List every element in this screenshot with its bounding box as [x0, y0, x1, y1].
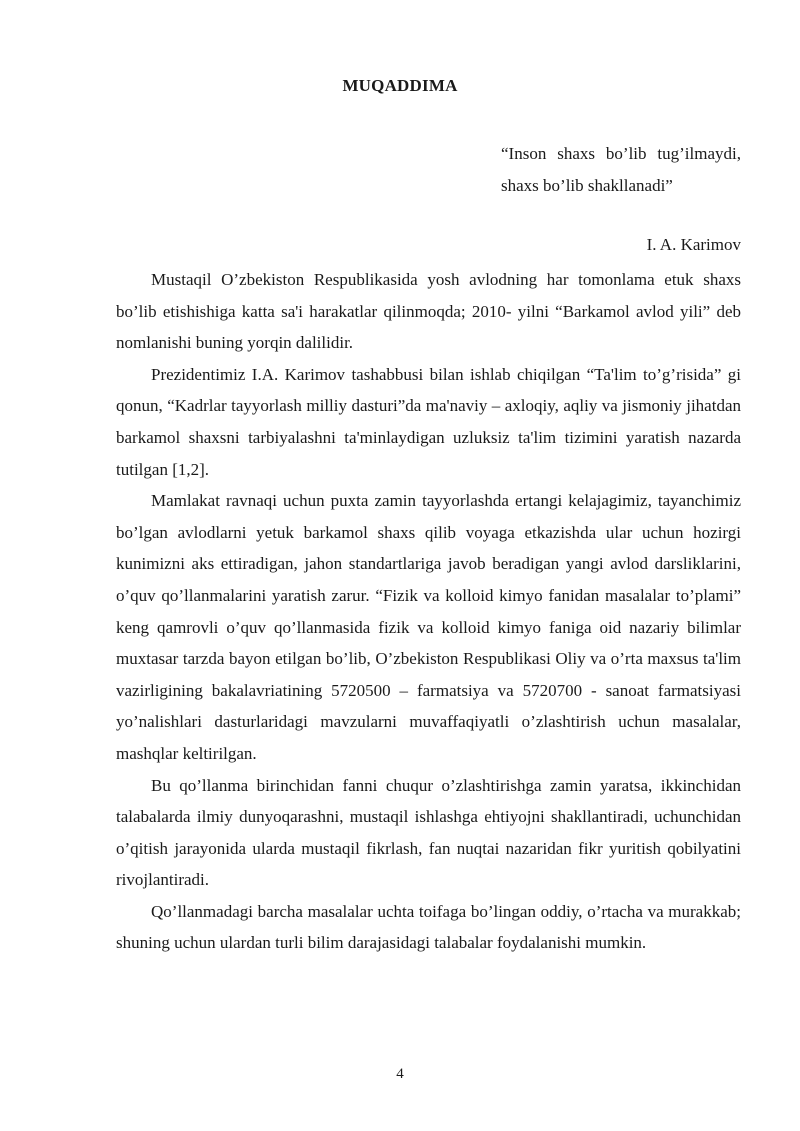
paragraph: Mamlakat ravnaqi uchun puxta zamin tayyorlashda ertangi kelajagimiz, tayanchimiz bo’lgan avlodlarni yetuk barkamol shaxs qilib voyaga etkazishda ular uchun hozirgi kunimizni aks ettiradigan, jahon standartlariga javob beradigan yangi avlod darsliklarini, o’quv qo’llanmalarini yaratish zarur. “Fizik va kolloid kimyo fanidan masalalar to’plami” keng qamrovli o’quv qo’llanmasida fizik va kolloid kimyo faniga oid nazariy bilimlar muxtasar tarzda bayon etilgan bo’lib, O’zbekiston Respublikasi Oliy va o’rta maxsus ta'lim vazirligining bakalavriatining 5720500 – farmatsiya va 5720700 - sanoat farmatsiyasi yo’nalishlari dasturlaridagi mavzularni muvaffaqiyatli o’zlashtirish uchun masalalar, mashqlar keltirilgan. [116, 491, 741, 763]
paragraph: Mustaqil O’zbekiston Respublikasida yosh avlodning har tomonlama etuk shaxs bo’lib etishishiga katta sa'i harakatlar qilinmoqda; 2010- yilni “Barkamol avlod yili” deb nomlanishi buning yorqin dalilidir. [116, 270, 741, 353]
epigraph-author: I. A. Karimov [646, 235, 741, 254]
page-number: 4 [396, 1066, 404, 1082]
body-text [116, 264, 741, 959]
page-title: MUQADDIMA [342, 76, 458, 95]
paragraph: Bu qo’llanma birinchidan fanni chuqur o’zlashtirishga zamin yaratsa, ikkinchidan talabalarda ilmiy dunyoqarashni, mustaqil ishlashga ehtiyojni shakllantiradi, uchunchidan o’qitish jarayonida ularda mustaqil fikrlash, fan nuqtai nazaridan fikr yuritish qobilyatini rivojlantiradi. [116, 775, 741, 890]
epigraph-quote: “Inson shaxs bo’lib tug’ilmaydi, shaxs bo’lib shakllanadi” [501, 144, 741, 195]
paragraph: Qo’llanmadagi barcha masalalar uchta toifaga bo’lingan oddiy, o’rtacha va murakkab; shuning uchun ulardan turli bilim darajasidagi talabalar foydalanishi mumkin. [116, 901, 741, 953]
paragraph: Prezidentimiz I.A. Karimov tashabbusi bilan ishlab chiqilgan “Ta'lim to’g’risida” gi qonun, “Kadrlar tayyorlash milliy dasturi”da ma'naviy – axloqiy, aqliy va jismoniy jihatdan barkamol shaxsni tarbiyalashni ta'minlaydigan uzluksiz ta'lim tizimini yaratish nazarda tutilgan [1,2]. [116, 364, 741, 479]
